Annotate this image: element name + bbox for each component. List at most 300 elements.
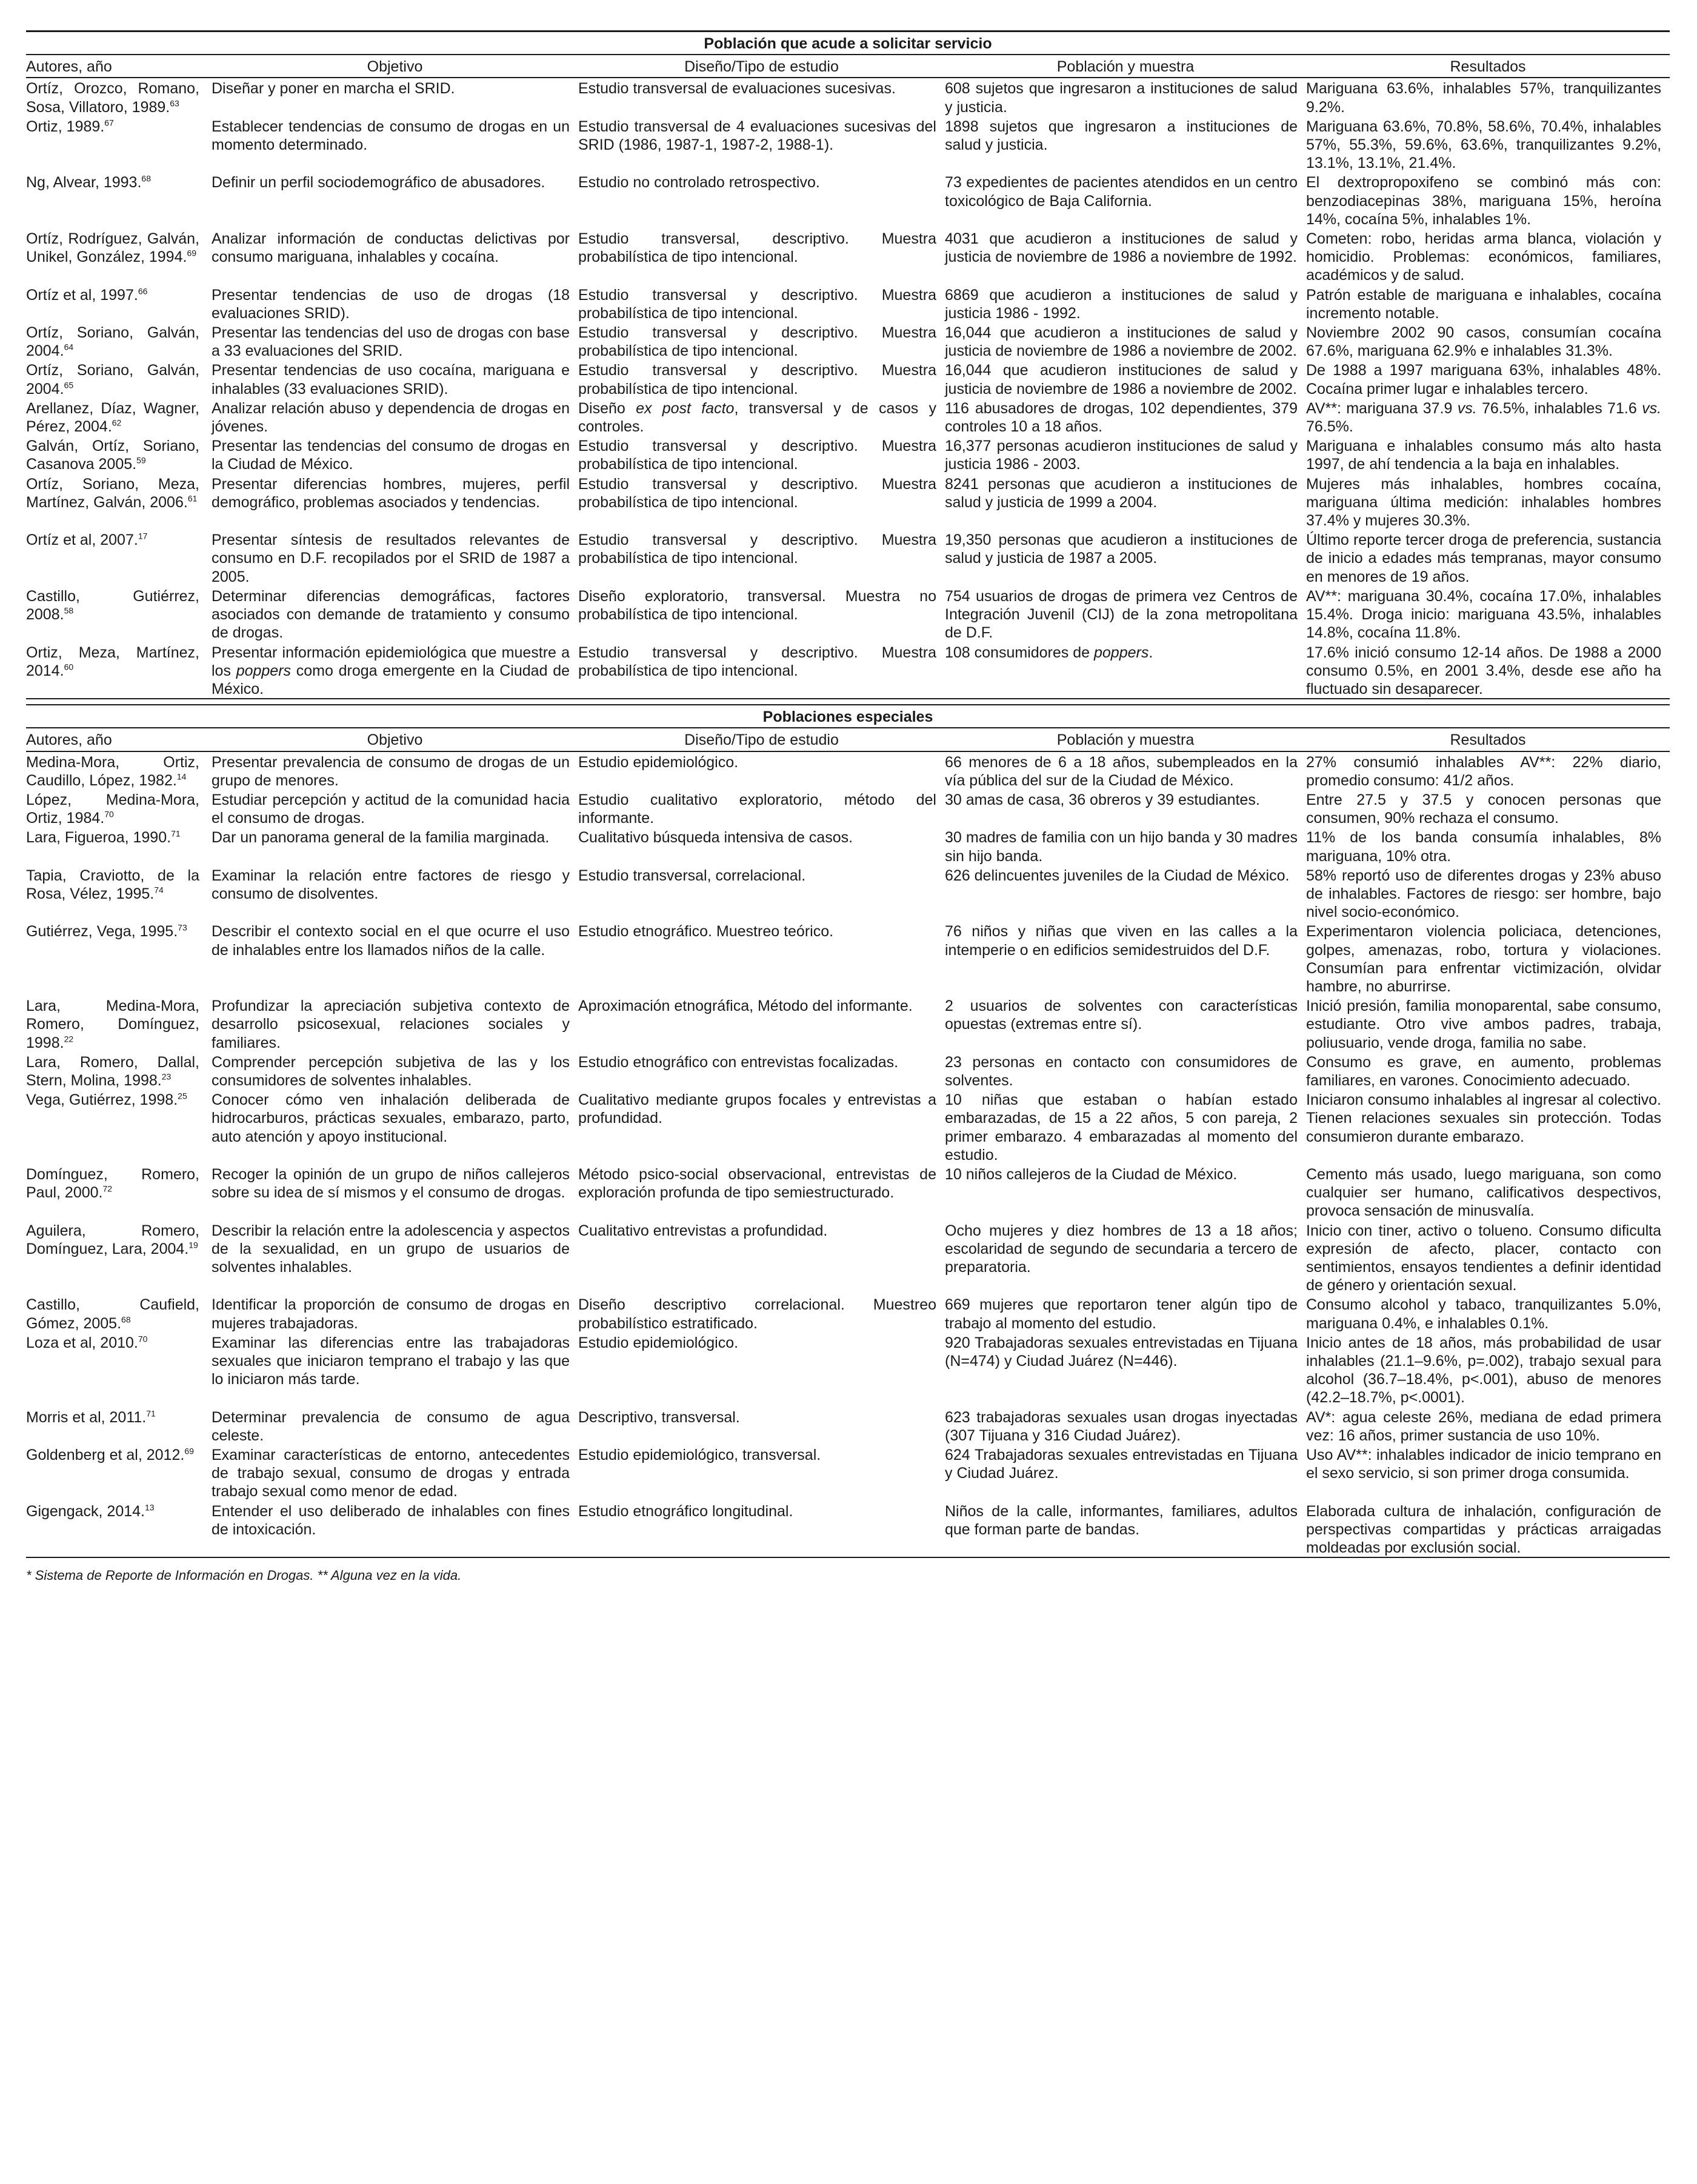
- reference-number: 73: [178, 923, 187, 933]
- cell-text: Tapia, Craviotto, de la Rosa, Vélez, 1995.: [26, 867, 199, 902]
- resultados-cell: [1306, 474, 1670, 530]
- reference-number: 59: [136, 456, 146, 466]
- cell-text: 624 Trabajadoras sexuales entrevistadas en Tijuana y Ciudad Juárez.: [945, 1447, 1298, 1482]
- diseno-cell: [578, 285, 945, 322]
- autores-cell: [26, 1090, 212, 1164]
- autores-cell: [26, 1445, 212, 1501]
- cell-text: Inició presión, familia monoparental, sabe consumo, estudiante. Otro vive ambos padres, trabaja, poliusuario, vende droga, familia no sabe.: [1306, 997, 1662, 1051]
- italic-term: poppers: [1093, 644, 1149, 661]
- reference-number: 65: [64, 380, 74, 390]
- objetivo-cell: [212, 827, 578, 865]
- resultados-cell: [1306, 865, 1670, 922]
- reference-number: 70: [104, 809, 114, 819]
- cell-text: Diseño descriptivo correlacional. Muestreo probabilístico estratificado.: [578, 1296, 936, 1332]
- diseno-cell: [578, 1501, 945, 1558]
- poblacion-cell: [945, 586, 1306, 642]
- table-row: [26, 751, 1670, 790]
- autores-cell: [26, 921, 212, 996]
- reference-number: 67: [104, 118, 114, 128]
- resultados-cell: [1306, 360, 1670, 398]
- diseno-cell: [578, 436, 945, 473]
- reference-number: 22: [64, 1034, 74, 1044]
- resultados-cell: [1306, 172, 1670, 228]
- resultados-cell: [1306, 78, 1670, 116]
- cell-text: Definir un perfil sociodemográfico de abusadores.: [212, 174, 545, 191]
- reference-number: 58: [64, 605, 74, 616]
- objetivo-cell: [212, 530, 578, 586]
- cell-text: Describir el contexto social en el que ocurre el uso de inhalables entre los llamados niños de la calle.: [212, 923, 570, 959]
- cell-text: Cometen: robo, heridas arma blanca, violación y homicidio. Problemas: económicos, familiares, académicos y de salud.: [1306, 230, 1662, 284]
- poblacion-cell: [945, 1090, 1306, 1164]
- resultados-cell: [1306, 751, 1670, 790]
- resultados-cell: [1306, 996, 1670, 1052]
- cell-text: Presentar diferencias hombres, mujeres, perfil demográfico, problemas asociados y tendencias.: [212, 475, 570, 511]
- diseno-cell: [578, 1090, 945, 1164]
- cell-text: 76.5%, inhalables 71.6: [1476, 399, 1642, 417]
- cell-text: 58% reportó uso de diferentes drogas y 23% abuso de inhalables. Factores de riesgo: ser hombre, bajo nivel socio-económico.: [1306, 867, 1662, 921]
- cell-text: Elaborada cultura de inhalación, configuración de perspectivas compartidas y prácticas arraigadas moldeadas por exclusión social.: [1306, 1502, 1662, 1557]
- col-header-resultados: Resultados: [1306, 55, 1670, 78]
- col-header-diseno: Diseño/Tipo de estudio: [578, 55, 945, 78]
- autores-cell: [26, 1052, 212, 1090]
- table-row: [26, 1220, 1670, 1295]
- poblacion-cell: [945, 1407, 1306, 1445]
- diseno-cell: [578, 996, 945, 1052]
- cell-text: Describir la relación entre la adolescencia y aspectos de la sexualidad, en un grupo de usuarios de solventes inhalables.: [212, 1222, 570, 1276]
- table-row: [26, 996, 1670, 1052]
- section-poblacion-servicio: [26, 32, 1670, 699]
- header-row: [26, 728, 1670, 751]
- cell-text: Último reporte tercer droga de preferencia, sustancia de inicio a edades más tempranas, mayor consumo en menores de 19 años.: [1306, 531, 1662, 585]
- cell-text: Estudio transversal y descriptivo. Muestra probabilística de tipo intencional.: [578, 644, 936, 679]
- col-header-poblacion: Población y muestra: [945, 55, 1306, 78]
- resultados-cell: [1306, 827, 1670, 865]
- autores-cell: [26, 398, 212, 436]
- cell-text: Estudio transversal y descriptivo. Muestra probabilística de tipo intencional.: [578, 286, 936, 322]
- cell-text: 73 expedientes de pacientes atendidos en un centro toxicológico de Baja California.: [945, 174, 1298, 210]
- poblacion-cell: [945, 530, 1306, 586]
- autores-cell: [26, 78, 212, 116]
- poblacion-cell: [945, 1294, 1306, 1332]
- cell-text: Lara, Figueroa, 1990.: [26, 829, 172, 847]
- poblacion-cell: [945, 1501, 1306, 1558]
- cell-text: Consumo alcohol y tabaco, tranquilizantes 5.0%, mariguana 0.4%, e inhalables 0.1%.: [1306, 1296, 1662, 1332]
- cell-text: Lara, Medina-Mora, Romero, Domínguez, 1998.: [26, 997, 199, 1051]
- cell-text: Analizar información de conductas delictivas por consumo mariguana, inhalables y cocaína.: [212, 230, 570, 266]
- cell-text: Ng, Alvear, 1993.: [26, 174, 142, 191]
- resultados-cell: [1306, 1501, 1670, 1558]
- cell-text: Profundizar la apreciación subjetiva contexto de desarrollo psicosexual, relaciones sociales y familiares.: [212, 997, 570, 1051]
- diseno-cell: [578, 642, 945, 699]
- cell-text: Cualitativo búsqueda intensiva de casos.: [578, 829, 853, 847]
- cell-text: Ortiz, 1989.: [26, 118, 105, 135]
- review-table: [26, 30, 1670, 1558]
- reference-number: 68: [141, 174, 151, 184]
- reference-number: 69: [187, 248, 197, 258]
- objetivo-cell: [212, 322, 578, 360]
- resultados-cell: [1306, 436, 1670, 473]
- reference-number: 64: [64, 342, 74, 352]
- cell-text: Estudio transversal de evaluaciones sucesivas.: [578, 80, 896, 98]
- cell-text: Ortíz, Orozco, Romano, Sosa, Villatoro, 1989.: [26, 80, 199, 116]
- autores-cell: [26, 751, 212, 790]
- table-row: [26, 530, 1670, 586]
- cell-text: 19,350 personas que acudieron a instituciones de salud y justicia de 1987 a 2005.: [945, 531, 1298, 567]
- diseno-cell: [578, 790, 945, 827]
- cell-text: Lara, Romero, Dallal, Stern, Molina, 1998.: [26, 1053, 199, 1089]
- table-row: [26, 586, 1670, 642]
- resultados-cell: [1306, 790, 1670, 827]
- cell-text: Establecer tendencias de consumo de drogas en un momento determinado.: [212, 118, 570, 154]
- poblacion-cell: [945, 642, 1306, 699]
- table-sheet: [26, 30, 1670, 1583]
- cell-text: Mariguana e inhalables consumo más alto hasta 1997, de ahí tendencia a la baja en inhalables.: [1306, 438, 1662, 473]
- objetivo-cell: [212, 360, 578, 398]
- objetivo-cell: [212, 228, 578, 285]
- cell-text: AV**: mariguana 30.4%, cocaína 17.0%, inhalables 15.4%. Droga inicio: mariguana 43.5%, inhalables 14.8%, cocaína 11.8%.: [1306, 587, 1662, 642]
- objetivo-cell: [212, 1220, 578, 1295]
- cell-text: Presentar las tendencias del consumo de drogas en la Ciudad de México.: [212, 438, 570, 473]
- cell-text: AV*: agua celeste 26%, mediana de edad primera vez: 16 años, primer sustancia de uso 10%.: [1306, 1408, 1662, 1444]
- poblacion-cell: [945, 322, 1306, 360]
- cell-text: Ortiz, Meza, Martínez, 2014.: [26, 644, 199, 679]
- section-title: Población que acude a solicitar servicio: [26, 32, 1670, 55]
- objetivo-cell: [212, 436, 578, 473]
- resultados-cell: [1306, 285, 1670, 322]
- table-row: [26, 1090, 1670, 1164]
- cell-text: Presentar prevalencia de consumo de drogas de un grupo de menores.: [212, 753, 570, 789]
- cell-text: Presentar tendencias de uso cocaína, mariguana e inhalables (33 evaluaciones SRID).: [212, 362, 570, 398]
- diseno-cell: [578, 865, 945, 922]
- poblacion-cell: [945, 78, 1306, 116]
- cell-text: Examinar características de entorno, antecedentes de trabajo sexual, consumo de drogas y entrada trabajo sexual como menor de edad.: [212, 1447, 570, 1500]
- cell-text: Ortíz et al, 2007.: [26, 531, 138, 549]
- diseno-cell: [578, 78, 945, 116]
- reference-number: 19: [188, 1240, 198, 1250]
- poblacion-cell: [945, 1164, 1306, 1220]
- objetivo-cell: [212, 116, 578, 173]
- reference-number: 69: [184, 1446, 194, 1456]
- cell-text: Castillo, Caufield, Gómez, 2005.: [26, 1296, 199, 1332]
- cell-text: como droga emergente en la Ciudad de México.: [212, 662, 570, 697]
- cell-text: Morris et al, 2011.: [26, 1408, 147, 1426]
- cell-text: Uso AV**: inhalables indicador de inicio temprano en el sexo servicio, si son primer droga consumida.: [1306, 1447, 1662, 1482]
- col-header-diseno: Diseño/Tipo de estudio: [578, 728, 945, 751]
- autores-cell: [26, 1294, 212, 1332]
- diseno-cell: [578, 586, 945, 642]
- poblacion-cell: [945, 751, 1306, 790]
- cell-text: Domínguez, Romero, Paul, 2000.: [26, 1165, 199, 1202]
- diseno-cell: [578, 827, 945, 865]
- diseno-cell: [578, 1407, 945, 1445]
- diseno-cell: [578, 360, 945, 398]
- cell-text: 10 niños callejeros de la Ciudad de México.: [945, 1165, 1238, 1183]
- autores-cell: [26, 172, 212, 228]
- table-row: [26, 790, 1670, 827]
- cell-text: Determinar diferencias demográficas, factores asociados con demande de tratamiento y consumo de drogas.: [212, 587, 570, 642]
- reference-number: 71: [146, 1408, 156, 1419]
- cell-text: 76 niños y niñas que viven en las calles a la intemperie o en edificios semidestruidos del D.F.: [945, 923, 1298, 959]
- cell-text: Estudio no controlado retrospectivo.: [578, 174, 820, 191]
- cell-text: AV**: mariguana 37.9: [1306, 399, 1458, 417]
- cell-text: Presentar las tendencias del uso de drogas con base a 33 evaluaciones del SRID.: [212, 324, 570, 360]
- autores-cell: [26, 436, 212, 473]
- cell-text: Ortíz, Soriano, Galván, 2004.: [26, 362, 199, 398]
- diseno-cell: [578, 172, 945, 228]
- diseno-cell: [578, 1333, 945, 1407]
- autores-cell: [26, 996, 212, 1052]
- autores-cell: [26, 360, 212, 398]
- cell-text: Estudio epidemiológico.: [578, 1334, 739, 1351]
- cell-text: .: [1149, 644, 1153, 661]
- italic-term: ex post facto: [636, 399, 735, 417]
- reference-number: 72: [102, 1184, 113, 1194]
- diseno-cell: [578, 474, 945, 530]
- poblacion-cell: [945, 1445, 1306, 1501]
- cell-text: Comprender percepción subjetiva de las y los consumidores de solventes inhalables.: [212, 1053, 570, 1089]
- col-header-resultados: Resultados: [1306, 728, 1670, 751]
- poblacion-cell: [945, 228, 1306, 285]
- table-row: [26, 1333, 1670, 1407]
- cell-text: Estudio transversal de 4 evaluaciones sucesivas del SRID (1986, 1987-1, 1987-2, 1988-1).: [578, 118, 936, 154]
- cell-text: 108 consumidores de: [945, 644, 1094, 661]
- reference-number: 71: [171, 829, 181, 839]
- table-row: [26, 474, 1670, 530]
- cell-text: Presentar síntesis de resultados relevantes de consumo en D.F. recopilados por el SRID de 1987 a 2005.: [212, 531, 570, 585]
- reference-number: 62: [112, 418, 122, 428]
- cell-text: 23 personas en contacto con consumidores de solventes.: [945, 1053, 1298, 1089]
- autores-cell: [26, 474, 212, 530]
- table-row: [26, 921, 1670, 996]
- autores-cell: [26, 865, 212, 922]
- resultados-cell: [1306, 1294, 1670, 1332]
- poblacion-cell: [945, 436, 1306, 473]
- table-row: [26, 865, 1670, 922]
- cell-text: 30 madres de familia con un hijo banda y 30 madres sin hijo banda.: [945, 829, 1298, 865]
- reference-number: 25: [178, 1091, 187, 1101]
- reference-number: 61: [187, 493, 198, 504]
- objetivo-cell: [212, 1052, 578, 1090]
- resultados-cell: [1306, 1090, 1670, 1164]
- table-row: [26, 172, 1670, 228]
- cell-text: López, Medina-Mora, Ortiz, 1984.: [26, 791, 199, 827]
- cell-text: Estudio etnográfico con entrevistas focalizadas.: [578, 1053, 899, 1071]
- poblacion-cell: [945, 398, 1306, 436]
- cell-text: Diseño: [578, 399, 636, 417]
- cell-text: Estudio etnográfico longitudinal.: [578, 1502, 793, 1520]
- resultados-cell: [1306, 1052, 1670, 1090]
- poblacion-cell: [945, 1220, 1306, 1295]
- diseno-cell: [578, 398, 945, 436]
- reference-number: 14: [176, 771, 187, 782]
- cell-text: Vega, Gutiérrez, 1998.: [26, 1091, 178, 1109]
- cell-text: Castillo, Gutiérrez, 2008.: [26, 587, 199, 624]
- autores-cell: [26, 586, 212, 642]
- diseno-cell: [578, 751, 945, 790]
- objetivo-cell: [212, 790, 578, 827]
- table-row: [26, 1445, 1670, 1501]
- cell-text: Ocho mujeres y diez hombres de 13 a 18 años; escolaridad de segundo de secundaria a tercero de preparatoria.: [945, 1222, 1298, 1276]
- table-row: [26, 436, 1670, 473]
- cell-text: 608 sujetos que ingresaron a instituciones de salud y justicia.: [945, 80, 1298, 116]
- cell-text: Método psico-social observacional, entrevistas de exploración profunda de tipo semiestructurado.: [578, 1165, 936, 1202]
- cell-text: Niños de la calle, informantes, familiares, adultos que forman parte de bandas.: [945, 1502, 1298, 1538]
- cell-text: Estudio etnográfico. Muestreo teórico.: [578, 923, 834, 941]
- cell-text: Mariguana 63.6%, 70.8%, 58.6%, 70.4%, inhalables 57%, 55.3%, 59.6%, 63.6%, tranquilizantes 9.2%, 13.1%, 13.1%, 21.4%.: [1306, 118, 1662, 172]
- table-row: [26, 285, 1670, 322]
- poblacion-cell: [945, 172, 1306, 228]
- poblacion-cell: [945, 360, 1306, 398]
- objetivo-cell: [212, 1407, 578, 1445]
- resultados-cell: [1306, 228, 1670, 285]
- cell-text: 11% de los banda consumía inhalables, 8% mariguana, 10% otra.: [1306, 829, 1662, 865]
- reference-number: 74: [154, 885, 164, 895]
- cell-text: Determinar prevalencia de consumo de agua celeste.: [212, 1408, 570, 1444]
- cell-text: Dar un panorama general de la familia marginada.: [212, 829, 550, 847]
- resultados-cell: [1306, 116, 1670, 173]
- autores-cell: [26, 1501, 212, 1558]
- cell-text: Mariguana 63.6%, inhalables 57%, tranquilizantes 9.2%.: [1306, 80, 1662, 116]
- cell-text: 8241 personas que acudieron a instituciones de salud y justicia de 1999 a 2004.: [945, 475, 1298, 511]
- resultados-cell: [1306, 1164, 1670, 1220]
- cell-text: 116 abusadores de drogas, 102 dependientes, 379 controles 10 a 18 años.: [945, 399, 1298, 436]
- cell-text: Presentar tendencias de uso de drogas (18 evaluaciones SRID).: [212, 286, 570, 322]
- autores-cell: [26, 1407, 212, 1445]
- cell-text: Inicio antes de 18 años, más probabilidad de usar inhalables (21.1–9.6%, p=.002), trabajo sexual para alcohol (36.7–18.4%, p<.001), abuso de menores (42.2–18.7%, p<.0001).: [1306, 1334, 1662, 1407]
- cell-text: Identificar la proporción de consumo de drogas en mujeres trabajadoras.: [212, 1296, 570, 1332]
- cell-text: 27% consumió inhalables AV**: 22% diario, promedio consumo: 41/2 años.: [1306, 753, 1662, 789]
- cell-text: Diseño exploratorio, transversal. Muestra no probabilística de tipo intencional.: [578, 587, 936, 624]
- cell-text: Ortíz, Soriano, Meza, Martínez, Galván, 2006.: [26, 475, 199, 511]
- cell-text: 623 trabajadoras sexuales usan drogas inyectadas (307 Tijuana y 316 Ciudad Juárez).: [945, 1408, 1298, 1444]
- table-row: [26, 1164, 1670, 1220]
- table-row: [26, 642, 1670, 699]
- cell-text: 920 Trabajadoras sexuales entrevistadas en Tijuana (N=474) y Ciudad Juárez (N=446).: [945, 1334, 1298, 1370]
- cell-text: Experimentaron violencia policiaca, detenciones, golpes, amenazas, robo, tortura y violaciones. Consumían para enfrentar victimización, olvidar hambre, no aburrirse.: [1306, 923, 1662, 995]
- cell-text: Estudio transversal y descriptivo. Muestra probabilística de tipo intencional.: [578, 438, 936, 473]
- italic-term: vs.: [1642, 399, 1662, 417]
- reference-number: 66: [138, 286, 148, 296]
- cell-text: Estudio transversal y descriptivo. Muestra probabilística de tipo intencional.: [578, 531, 936, 567]
- cell-text: Estudiar percepción y actitud de la comunidad hacia el consumo de drogas.: [212, 791, 570, 827]
- cell-text: 16,044 que acudieron a instituciones de salud y justicia de noviembre de 1986 a noviembre de 2002.: [945, 324, 1298, 360]
- cell-text: 626 delincuentes juveniles de la Ciudad de México.: [945, 867, 1290, 884]
- cell-text: Estudio transversal, descriptivo. Muestra probabilística de tipo intencional.: [578, 230, 936, 266]
- cell-text: Entender el uso deliberado de inhalables con fines de intoxicación.: [212, 1502, 570, 1538]
- header-row: [26, 55, 1670, 78]
- cell-text: Descriptivo, transversal.: [578, 1408, 740, 1426]
- table-row: [26, 1052, 1670, 1090]
- footnote: * Sistema de Reporte de Información en Drogas. ** Alguna vez en la vida.: [26, 1568, 462, 1583]
- autores-cell: [26, 285, 212, 322]
- col-header-objetivo: Objetivo: [212, 728, 578, 751]
- diseno-cell: [578, 1220, 945, 1295]
- objetivo-cell: [212, 172, 578, 228]
- col-header-autores: Autores, año: [26, 55, 212, 78]
- table-row: [26, 398, 1670, 436]
- cell-text: Mujeres más inhalables, hombres cocaína, mariguana última medición: inhalables hombres 37.4% y mujeres 30.3%.: [1306, 475, 1662, 530]
- cell-text: Cualitativo entrevistas a profundidad.: [578, 1222, 828, 1239]
- resultados-cell: [1306, 1445, 1670, 1501]
- cell-text: Goldenberg et al, 2012.: [26, 1447, 185, 1464]
- cell-text: Inicio con tiner, activo o tolueno. Consumo dificulta expresión de afecto, placer, contacto con sentimientos, ensayos tendientes a definir identidad de género y orientación sexual.: [1306, 1222, 1662, 1294]
- cell-text: Consumo es grave, en aumento, problemas familiares, en varones. Conocimiento adecuado.: [1306, 1053, 1662, 1089]
- cell-text: 6869 que acudieron a instituciones de salud y justicia 1986 - 1992.: [945, 286, 1298, 322]
- poblacion-cell: [945, 474, 1306, 530]
- cell-text: Gigengack, 2014.: [26, 1502, 145, 1520]
- cell-text: Gutiérrez, Vega, 1995.: [26, 923, 178, 941]
- cell-text: El dextropropoxifeno se combinó más con: benzodiacepinas 38%, mariguana 15%, heroína 14%, cocaína 5%, inhalables 1%.: [1306, 174, 1662, 228]
- cell-text: Galván, Ortíz, Soriano, Casanova 2005.: [26, 438, 199, 473]
- poblacion-cell: [945, 1052, 1306, 1090]
- reference-number: 13: [144, 1502, 155, 1513]
- objetivo-cell: [212, 1090, 578, 1164]
- cell-text: 76.5%.: [1306, 418, 1353, 436]
- autores-cell: [26, 530, 212, 586]
- resultados-cell: [1306, 642, 1670, 699]
- autores-cell: [26, 1220, 212, 1295]
- cell-text: Estudio cualitativo exploratorio, método del informante.: [578, 791, 936, 827]
- objetivo-cell: [212, 1164, 578, 1220]
- cell-text: 1898 sujetos que ingresaron a instituciones de salud y justicia.: [945, 118, 1298, 154]
- autores-cell: [26, 642, 212, 699]
- cell-text: Cualitativo mediante grupos focales y entrevistas a profundidad.: [578, 1091, 936, 1127]
- cell-text: , transversal y de casos y controles.: [578, 399, 937, 436]
- cell-text: 669 mujeres que reportaron tener algún tipo de trabajo al momento del estudio.: [945, 1296, 1298, 1332]
- col-header-poblacion: Población y muestra: [945, 728, 1306, 751]
- autores-cell: [26, 1333, 212, 1407]
- italic-term: poppers: [236, 662, 292, 679]
- objetivo-cell: [212, 1501, 578, 1558]
- cell-text: Entre 27.5 y 37.5 y conocen personas que consumen, 90% rechaza el consumo.: [1306, 791, 1662, 827]
- col-header-objetivo: Objetivo: [212, 55, 578, 78]
- table-row: [26, 1294, 1670, 1332]
- cell-text: Ortíz, Rodríguez, Galván, Unikel, González, 1994.: [26, 230, 199, 266]
- cell-text: Cemento más usado, luego mariguana, son como cualquier ser humano, calificativos despectivos, provoca sensación de minusvalía.: [1306, 1165, 1662, 1220]
- col-header-autores: Autores, año: [26, 728, 212, 751]
- table-row: [26, 360, 1670, 398]
- section-title: Poblaciones especiales: [26, 705, 1670, 728]
- resultados-cell: [1306, 322, 1670, 360]
- objetivo-cell: [212, 398, 578, 436]
- diseno-cell: [578, 228, 945, 285]
- poblacion-cell: [945, 827, 1306, 865]
- reference-number: 17: [138, 531, 148, 541]
- diseno-cell: [578, 1052, 945, 1090]
- poblacion-cell: [945, 1333, 1306, 1407]
- poblacion-cell: [945, 996, 1306, 1052]
- objetivo-cell: [212, 78, 578, 116]
- objetivo-cell: [212, 1294, 578, 1332]
- autores-cell: [26, 790, 212, 827]
- table-row: [26, 1407, 1670, 1445]
- cell-text: 16,044 que acudieron instituciones de salud y justicia de noviembre de 1986 a noviembre de 2002.: [945, 362, 1298, 398]
- cell-text: 10 niñas que estaban o habían estado embarazadas, de 15 a 22 años, 5 con pareja, 2 primer embarazo. 4 embarazadas al momento del estudio.: [945, 1091, 1298, 1164]
- cell-text: Noviembre 2002 90 casos, consumían cocaína 67.6%, mariguana 62.9% e inhalables 31.3%.: [1306, 324, 1662, 360]
- cell-text: Patrón estable de mariguana e inhalables, cocaína incremento notable.: [1306, 286, 1662, 322]
- cell-text: Conocer cómo ven inhalación deliberada de hidrocarburos, prácticas sexuales, embarazo, parto, auto atención y apoyo institucional.: [212, 1091, 570, 1145]
- cell-text: 17.6% inició consumo 12-14 años. De 1988 a 2000 consumo 0.5%, en 2001 3.4%, desde ese año ha fluctuado sin desaparecer.: [1306, 644, 1662, 697]
- reference-number: 60: [64, 662, 74, 672]
- autores-cell: [26, 228, 212, 285]
- autores-cell: [26, 1164, 212, 1220]
- objetivo-cell: [212, 865, 578, 922]
- diseno-cell: [578, 322, 945, 360]
- cell-text: 4031 que acudieron a instituciones de salud y justicia de noviembre de 1986 a noviembre de 1992.: [945, 230, 1298, 266]
- cell-text: Examinar las diferencias entre las trabajadoras sexuales que iniciaron temprano el trabajo y las que lo iniciaron más tarde.: [212, 1334, 570, 1388]
- resultados-cell: [1306, 1333, 1670, 1407]
- autores-cell: [26, 116, 212, 173]
